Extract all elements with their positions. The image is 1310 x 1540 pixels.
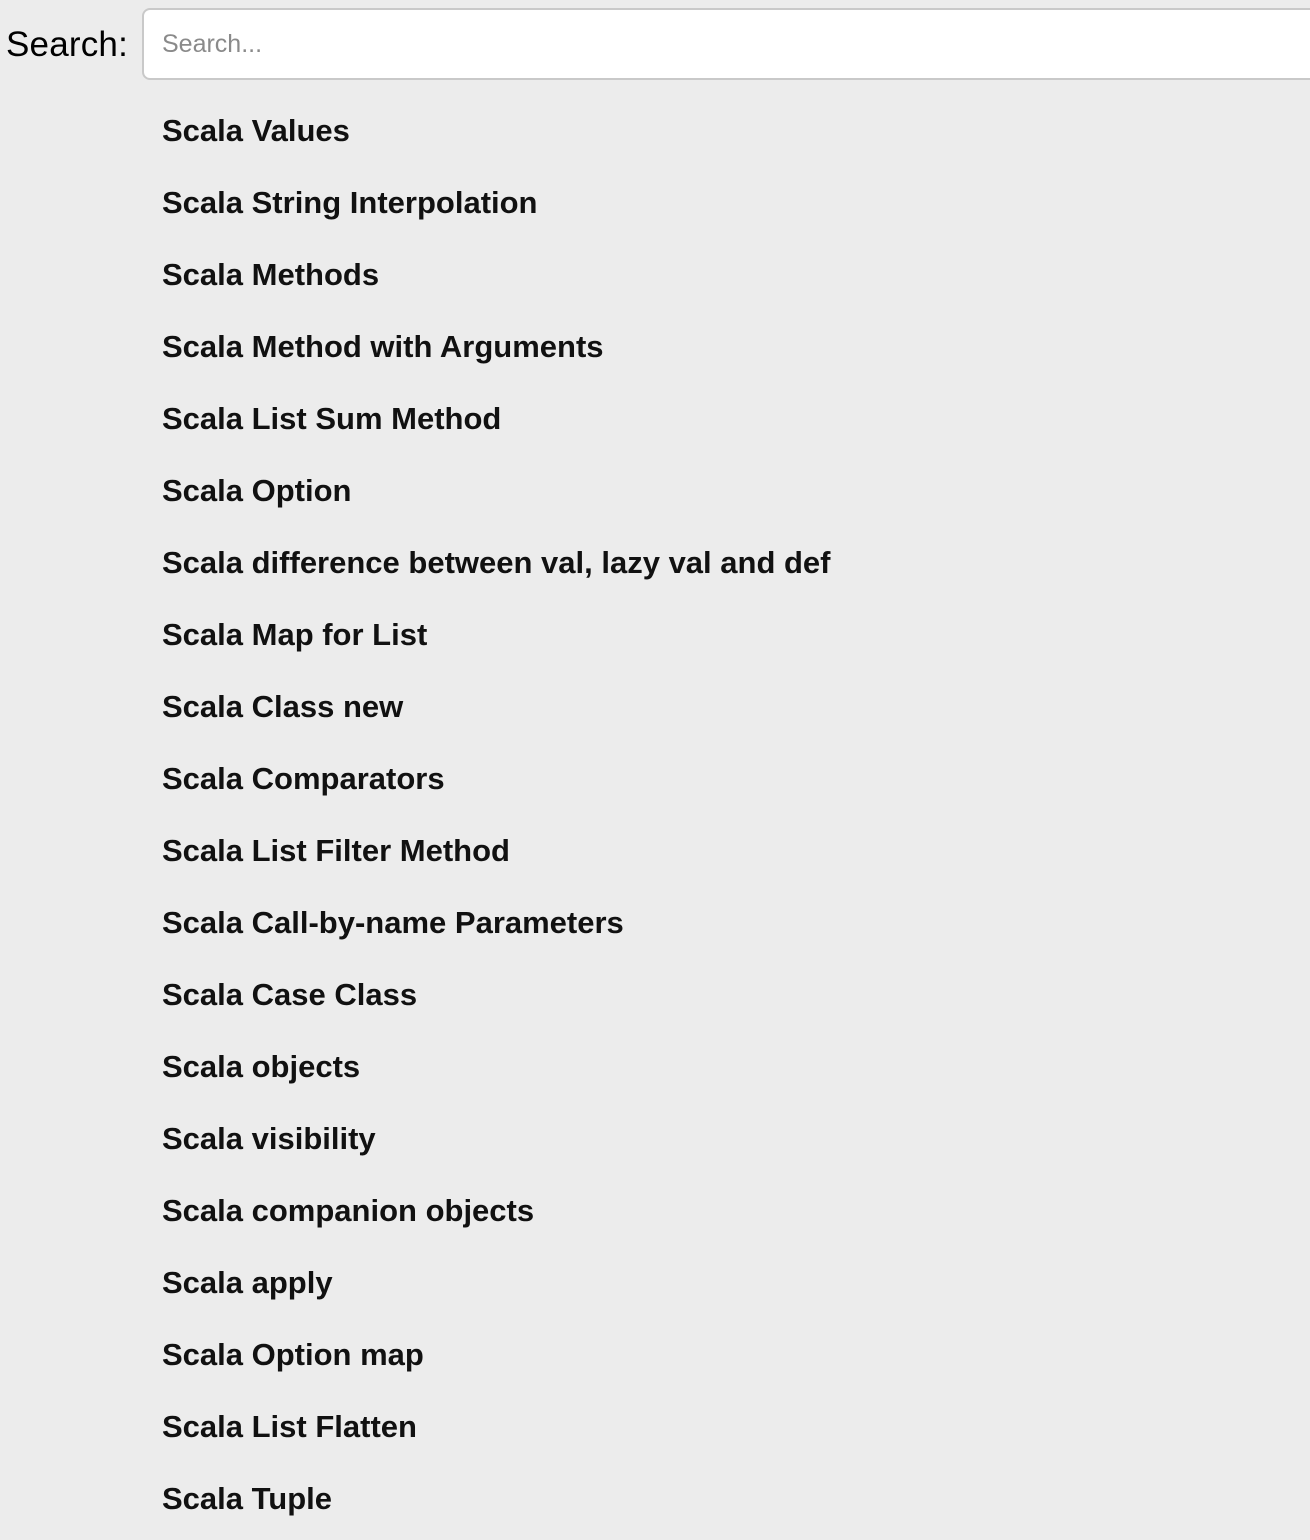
list-item xyxy=(162,455,831,527)
list-item xyxy=(162,527,831,599)
list-item xyxy=(162,239,831,311)
topic-link[interactable]: Scala Comparators xyxy=(162,761,445,796)
list-item xyxy=(162,959,831,1031)
list-item xyxy=(162,1463,831,1535)
topic-link[interactable]: Scala List Sum Method xyxy=(162,401,502,436)
topic-link[interactable]: Scala objects xyxy=(162,1049,361,1084)
topic-link[interactable]: Scala Values xyxy=(162,113,350,148)
list-item xyxy=(162,167,831,239)
topic-link[interactable]: Scala Call-by-name Parameters xyxy=(162,905,624,940)
topic-link[interactable]: Scala String Interpolation xyxy=(162,185,538,220)
list-item xyxy=(162,671,831,743)
list-item xyxy=(162,383,831,455)
search-label: Search: xyxy=(6,25,129,64)
list-item xyxy=(162,1391,831,1463)
list-item xyxy=(162,311,831,383)
topic-link[interactable]: Scala Map for List xyxy=(162,617,428,652)
list-item xyxy=(162,815,831,887)
topic-list xyxy=(162,95,831,1535)
topic-link[interactable]: Scala apply xyxy=(162,1265,333,1300)
list-item xyxy=(162,1031,831,1103)
search-input[interactable] xyxy=(142,8,1310,80)
search-bar xyxy=(0,8,1310,80)
list-item xyxy=(162,1247,831,1319)
list-item xyxy=(162,743,831,815)
topic-link[interactable]: Scala Class new xyxy=(162,689,404,724)
topic-link[interactable]: Scala visibility xyxy=(162,1121,376,1156)
list-item xyxy=(162,1319,831,1391)
topic-link[interactable]: Scala List Filter Method xyxy=(162,833,510,868)
topic-link[interactable]: Scala difference between val, lazy val and def xyxy=(162,545,831,580)
topic-link[interactable]: Scala Tuple xyxy=(162,1481,332,1516)
list-item xyxy=(162,599,831,671)
list-item xyxy=(162,1175,831,1247)
topic-link[interactable]: Scala Method with Arguments xyxy=(162,329,604,364)
topic-link[interactable]: Scala Option xyxy=(162,473,352,508)
topic-link[interactable]: Scala Option map xyxy=(162,1337,424,1372)
topic-link[interactable]: Scala Methods xyxy=(162,257,380,292)
list-item xyxy=(162,887,831,959)
topic-link[interactable]: Scala List Flatten xyxy=(162,1409,417,1444)
topic-link[interactable]: Scala Case Class xyxy=(162,977,418,1012)
list-item xyxy=(162,95,831,167)
list-item xyxy=(162,1103,831,1175)
topic-link[interactable]: Scala companion objects xyxy=(162,1193,535,1228)
